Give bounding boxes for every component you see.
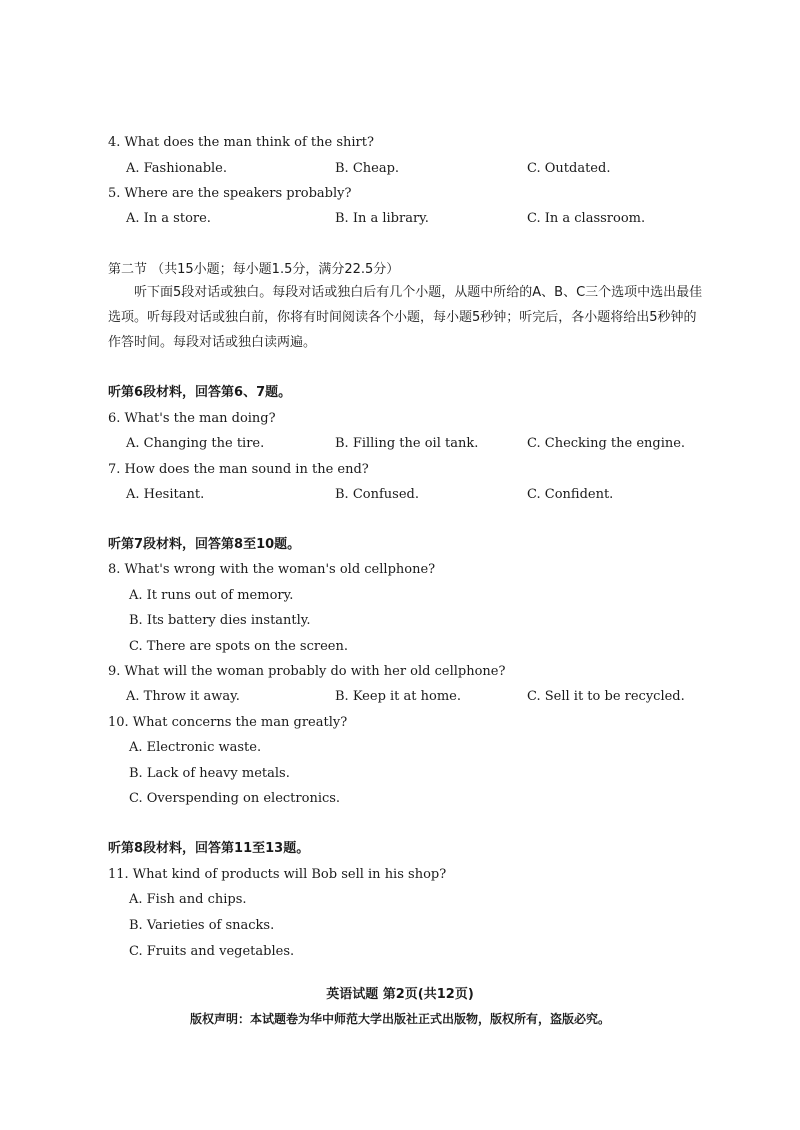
q7-option-b: B. Confused. (335, 487, 419, 502)
section-2-heading: 第二节 （共15小题；每小题1.5分，满分22.5分） (108, 262, 400, 277)
q8-option-c: C. There are spots on the screen. (129, 639, 348, 654)
q10-option-b: B. Lack of heavy metals. (129, 766, 290, 781)
question-4: 4. What does the man think of the shirt? (108, 135, 374, 150)
question-6: 6. What's the man doing? (108, 411, 276, 426)
material-6-label: 听第6段材料，回答第6、7题。 (108, 385, 292, 400)
q6-option-a: A. Changing the tire. (126, 436, 265, 451)
q9-option-c: C. Sell it to be recycled. (527, 689, 685, 704)
material-8-label: 听第8段材料，回答第11至13题。 (108, 841, 310, 856)
q5-option-a: A. In a store. (126, 211, 211, 226)
question-5: 5. Where are the speakers probably? (108, 186, 352, 201)
q6-option-b: B. Filling the oil tank. (335, 436, 479, 451)
q11-option-c: C. Fruits and vegetables. (129, 944, 295, 959)
q5-option-b: B. In a library. (335, 211, 429, 226)
q7-option-a: A. Hesitant. (126, 487, 205, 502)
q9-option-a: A. Throw it away. (126, 689, 240, 704)
q11-option-a: A. Fish and chips. (129, 892, 247, 907)
q10-option-a: A. Electronic waste. (129, 740, 262, 755)
question-11: 11. What kind of products will Bob sell in his shop? (108, 867, 447, 882)
page-footer: 英语试题 第2页(共12页) (326, 987, 474, 1002)
q10-option-c: C. Overspending on electronics. (129, 791, 341, 806)
q4-option-a: A. Fashionable. (126, 161, 227, 176)
material-7-label: 听第7段材料，回答第8至10题。 (108, 537, 301, 552)
q6-option-c: C. Checking the engine. (527, 436, 686, 451)
question-7: 7. How does the man sound in the end? (108, 462, 369, 477)
q7-option-c: C. Confident. (527, 487, 614, 502)
q8-option-b: B. Its battery dies instantly. (129, 613, 311, 628)
q4-option-c: C. Outdated. (527, 161, 611, 176)
q8-option-a: A. It runs out of memory. (129, 588, 294, 603)
q11-option-b: B. Varieties of snacks. (129, 918, 275, 933)
question-9: 9. What will the woman probably do with her old cellphone? (108, 664, 506, 679)
question-8: 8. What's wrong with the woman's old cellphone? (108, 562, 436, 577)
question-10: 10. What concerns the man greatly? (108, 715, 348, 730)
q4-option-b: B. Cheap. (335, 161, 400, 176)
q9-option-b: B. Keep it at home. (335, 689, 461, 704)
copyright-notice: 版权声明：本试题卷为华中师范大学出版社正式出版物，版权所有，盗版必究。 (189, 1012, 610, 1026)
q5-option-c: C. In a classroom. (527, 211, 646, 226)
section-2-instructions: 听下面5段对话或独白。每段对话或独白后有几个小题，从题中所给的A、B、C三个选项中选出最佳选项。听每段对话或独白前，你将有时间阅读各个小题，每小题5秒钟；听完后，各小题将给出5秒钟的作答时间。每段对话或独白读两遍。 (108, 285, 703, 350)
